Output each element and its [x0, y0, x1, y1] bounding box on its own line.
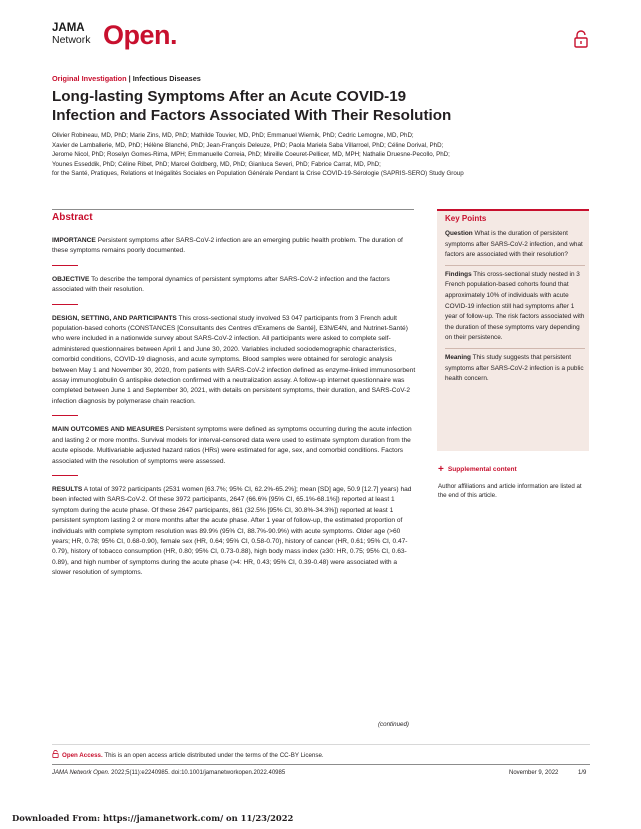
open-access-label[interactable]: Open Access.: [62, 752, 103, 759]
author-line: Younes Esseddik, PhD; Céline Ribet, PhD; Marcel Goldberg, MD, PhD; Gianluca Severi, PhD; Fabrice Carrat, MD, PhD;: [52, 160, 381, 168]
article-kicker: [52, 74, 201, 83]
key-points-heading: Key Points: [445, 214, 487, 223]
key-points-divider: [445, 348, 585, 349]
abstract-objective: OBJECTIVE To describe the temporal dynamics of persistent symptoms after SARS-CoV-2 infection and the factors associated with their resolution.: [52, 275, 390, 294]
open-access-note: [52, 750, 324, 759]
abstract-top-rule: [52, 209, 414, 210]
author-line: Xavier de Lamballerie, MD, PhD; Hélène Blanché, PhD; Jean-François Deleuze, PhD; Paola Mariela Saba Villarroel, PhD; Céline Dorival, PhD;: [52, 141, 444, 149]
article-title: Long-lasting Symptoms After an Acute COVID-19 Infection and Factors Associated With Their Resolution: [52, 88, 452, 124]
section-divider: [52, 475, 78, 476]
open-access-text: This is an open access article distributed under the terms of the CC-BY License.: [104, 752, 324, 759]
key-points-divider: [445, 265, 585, 266]
section-divider: [52, 265, 78, 266]
author-line: Olivier Robineau, MD, PhD; Marie Zins, MD, PhD; Mathilde Touvier, MD, PhD; Emmanuel Wiernik, PhD; Cedric Lemogne, MD, PhD;: [52, 132, 414, 139]
abstract-results: RESULTS A total of 3972 participants (2531 women [63.7%; 95% CI, 62.2%-65.2%]; mean [SD] age, 50.9 [12.7] years) had been infected with SARS-CoV-2. Of these 3972 participants, 2647 (66.6% [95% CI, 65.1%-68.1%]) reported at least 1 symptom during the acute phase. Of these 2647 participants, 861 (32.5% [95% CI, 30.8%-34.3%]) reported at least 1 persistent symptom lasting 2 or more months after the acute phase. After 1 year of follow-up, the estimated proportion of individuals with complete symptom resolution was 89.9% (95% CI, 88.7%-90.9%) with acute symptoms. Older age (>60 years; HR, 0.78; 95% CI, 0.68-0.90), female sex (HR, 0.64; 95% CI, 0.58-0.70), history of cancer (HR, 0.61; 95% CI, 0.47-0.79), history of tobacco consumption (HR, 0.80; 95% CI, 0.73-0.88), high body mass index (≥30: HR, 0.75; 95% CI, 0.63-0.89), and high number of symptoms during the acute phase (>4: HR, 0.43; 95% CI, 0.39-0.48) were associated with a slower resolution of symptoms.: [52, 485, 412, 577]
open-access-rule: [52, 744, 590, 745]
abstract-body: [52, 236, 416, 587]
section-divider: [52, 415, 78, 416]
continued-note: (continued): [378, 721, 409, 728]
logo-open-text: Open.: [103, 20, 178, 50]
author-list: [52, 131, 572, 179]
key-point-findings: Findings This cross-sectional study nested in 3 French population-based cohorts found that approximately 10% of individuals with acute COVID-19 infection still had symptoms after 1 year of follow-up. The risk factors associated with the duration of these symptoms vary depending on their persistence.: [445, 270, 585, 342]
footer-citation: [52, 770, 285, 776]
abstract-importance: IMPORTANCE Persistent symptoms after SARS-CoV-2 infection are an emerging public health problem. The duration of these symptoms remains poorly documented.: [52, 237, 403, 255]
abstract-heading: Abstract: [52, 212, 93, 223]
journal-name: JAMA Network Open.: [52, 770, 110, 776]
key-point-question: Question What is the duration of persistent symptoms after SARS-CoV-2 infection, and what factors are associated with their resolution?: [445, 230, 583, 259]
footer-date: November 9, 2022: [509, 770, 559, 776]
footer-page-number: 1/9: [578, 770, 587, 776]
author-line: for the Santé, Pratiques, Relations et Inégalités Sociales en Population Générale Pendant la Crise COVID-19-Sérologie (SAPRIS-SERO) Study Group: [52, 170, 464, 178]
abstract-design: DESIGN, SETTING, AND PARTICIPANTS This cross-sectional study involved 53 047 participants from 3 French adult population-based cohorts (CONSTANCES [Consultants des Centres d'Examens de Santé], E3N/E4N, and Nutrinet-Santé) who were included in a nationwide survey about SARS-CoV-2 infection. All participants were asked to complete self-administered questionnaires between April 1 and June 30, 2020. Variables included sociodemographic characteristics, comorbid conditions, COVID-19 diagnosis, and acute symptoms. Blood samples were obtained for serologic analysis between May 1 and November 30, 2020, from patients with SARS-CoV-2 infection defined as enzyme-linked immunosorbent assay immunoglobulin G antispike detection confirmed with a neutralization assay. A follow-up internet questionnaire was completed between June 1 and September 30, 2021, with details on persistent symptoms, their duration, and SARS-CoV-2 infection diagnosis by polymerase chain reaction.: [52, 314, 416, 405]
section-divider: [52, 304, 78, 305]
open-lock-icon: [574, 30, 588, 48]
logo-jama-text: JAMA: [52, 22, 85, 34]
open-lock-small-icon: [52, 750, 59, 758]
plus-icon: +: [438, 464, 444, 475]
download-note: Downloaded From: https://jamanetwork.com/ on 11/23/2022: [12, 813, 294, 823]
kicker-separator: |: [128, 74, 131, 83]
footer-rule: [52, 764, 590, 765]
key-point-meaning: Meaning This study suggests that persistent symptoms after SARS-CoV-2 infection is a public health concern.: [445, 353, 584, 383]
abstract-outcomes: MAIN OUTCOMES AND MEASURES Persistent symptoms were defined as symptoms occurring during the acute infection and lasting 2 or more months. Survival models for interval-censored data were used to estimate symptom duration from the acute episode. Multivariable adjusted hazard ratios (HRs) were estimated for age, sex, and comorbid conditions. Factors associated with the resolution of symptoms were assessed.: [52, 426, 412, 465]
supplemental-label: Supplemental content: [447, 466, 517, 473]
section-label[interactable]: Original Investigation: [52, 74, 127, 83]
author-line: Jerome Nicol, PhD; Roselyn Gomes-Rima, MPH; Emmanuelle Correia, PhD; Mireille Coeuret-Pellicer, MD, MPH; Nathalie Druesne-Pecollo, PhD;: [52, 151, 450, 159]
citation-text: 2022;5(11):e2240985. doi:10.1001/jamanetworkopen.2022.40985: [111, 770, 286, 776]
topic-label[interactable]: Infectious Diseases: [132, 74, 201, 83]
supplemental-content-link[interactable]: [438, 464, 517, 475]
affiliations-note: Author affiliations and article information are listed at the end of this article.: [438, 483, 582, 500]
key-points-body: [445, 229, 585, 385]
logo-network-text: Network: [52, 34, 91, 46]
